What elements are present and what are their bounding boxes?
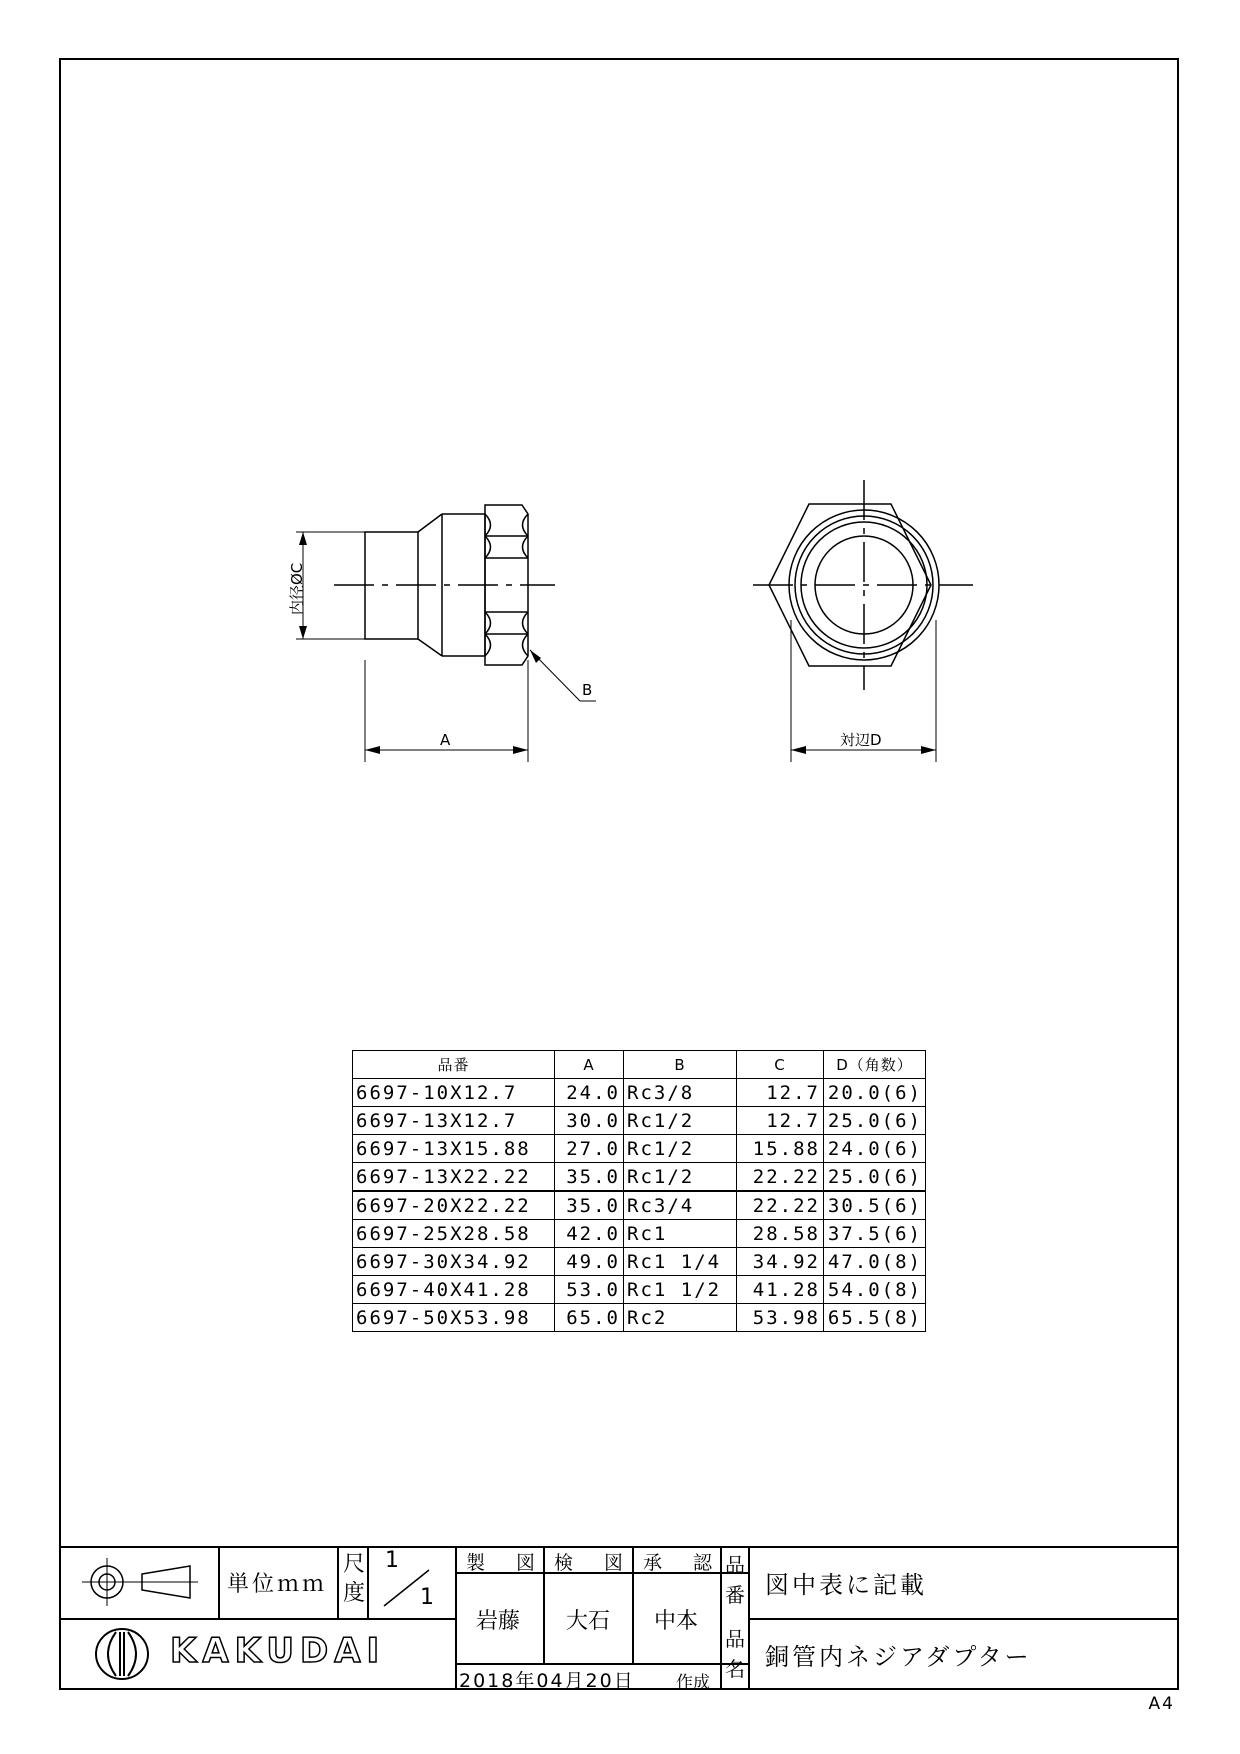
approved-by-label: 承 認 <box>643 1552 719 1574</box>
part-name-value: 銅管内ネジアダプター <box>765 1643 1032 1671</box>
cell-c: 53.98 <box>737 1304 824 1332</box>
table-row <box>353 1163 926 1192</box>
header-d: D（角数） <box>824 1051 926 1079</box>
spec-table <box>352 1050 926 1332</box>
cell-d: 54.0(8) <box>824 1276 926 1304</box>
tb-date-line <box>455 1663 748 1665</box>
table-row <box>353 1248 926 1276</box>
cell-a: 65.0 <box>555 1304 624 1332</box>
cell-c: 12.7 <box>737 1107 824 1135</box>
tb-v2 <box>337 1546 339 1618</box>
cell-part-no: 6697-50X53.98 <box>353 1304 555 1332</box>
part-no-label: 品番 <box>725 1553 745 1607</box>
tb-v8 <box>748 1546 750 1690</box>
header-b: B <box>624 1051 737 1079</box>
cell-d: 37.5(6) <box>824 1220 926 1248</box>
cell-a: 27.0 <box>555 1135 624 1163</box>
front-view <box>753 480 973 762</box>
cell-part-no: 6697-10X12.7 <box>353 1079 555 1107</box>
a-label: A <box>440 731 451 749</box>
inner-diameter-label: 内径ØC <box>288 562 306 615</box>
part-no-value: 図中表に記載 <box>765 1571 927 1599</box>
table-row <box>353 1079 926 1107</box>
scale-label: 尺度 <box>342 1552 365 1606</box>
cell-b: Rc3/4 <box>624 1191 737 1220</box>
cell-c: 22.22 <box>737 1163 824 1192</box>
table-row <box>353 1191 926 1220</box>
tb-mid-line-right <box>748 1618 1179 1620</box>
cell-d: 24.0(6) <box>824 1135 926 1163</box>
d-label: 対辺D <box>840 731 882 749</box>
company-logo-text: KAKUDAI <box>170 1631 386 1671</box>
checked-by-label: 検 図 <box>554 1552 630 1574</box>
cell-part-no: 6697-13X12.7 <box>353 1107 555 1135</box>
cell-c: 15.88 <box>737 1135 824 1163</box>
tb-v1 <box>218 1546 220 1618</box>
cell-c: 28.58 <box>737 1220 824 1248</box>
cell-b: Rc1/2 <box>624 1107 737 1135</box>
cell-a: 49.0 <box>555 1248 624 1276</box>
cell-a: 35.0 <box>555 1163 624 1192</box>
cell-b: Rc1 1/4 <box>624 1248 737 1276</box>
cell-part-no: 6697-30X34.92 <box>353 1248 555 1276</box>
cell-d: 25.0(6) <box>824 1107 926 1135</box>
table-row <box>353 1304 926 1332</box>
table-row <box>353 1107 926 1135</box>
cell-c: 41.28 <box>737 1276 824 1304</box>
tb-v5 <box>543 1546 545 1663</box>
scale-numerator: 1 <box>385 1548 399 1573</box>
cell-part-no: 6697-13X15.88 <box>353 1135 555 1163</box>
table-row <box>353 1220 926 1248</box>
table-header-row <box>353 1051 926 1079</box>
cell-b: Rc1/2 <box>624 1135 737 1163</box>
table-row <box>353 1135 926 1163</box>
cell-a: 42.0 <box>555 1220 624 1248</box>
checked-by-name: 大石 <box>566 1609 611 1634</box>
cell-a: 53.0 <box>555 1276 624 1304</box>
cell-d: 25.0(6) <box>824 1163 926 1192</box>
date-value: 2018年04月20日 <box>459 1670 635 1692</box>
unit-label: 単位ｍｍ <box>227 1572 328 1597</box>
approved-by-name: 中本 <box>654 1609 699 1634</box>
cell-d: 30.5(6) <box>824 1191 926 1220</box>
header-part-no: 品番 <box>353 1051 555 1079</box>
drawn-by-label: 製 図 <box>466 1552 542 1574</box>
side-view <box>296 505 596 762</box>
cell-d: 20.0(6) <box>824 1079 926 1107</box>
scale-denominator: 1 <box>420 1585 434 1610</box>
cell-b: Rc1/2 <box>624 1163 737 1192</box>
drawn-by-name: 岩藤 <box>476 1609 521 1634</box>
cell-a: 35.0 <box>555 1191 624 1220</box>
kakudai-logo-icon <box>90 1626 154 1682</box>
b-label: B <box>582 681 593 699</box>
header-c: C <box>737 1051 824 1079</box>
header-a: A <box>555 1051 624 1079</box>
cell-d: 47.0(8) <box>824 1248 926 1276</box>
created-label: 作成 <box>676 1673 710 1693</box>
scale-slash-icon <box>369 1548 455 1618</box>
cell-part-no: 6697-13X22.22 <box>353 1163 555 1192</box>
tb-mid-line-left <box>59 1618 455 1620</box>
cell-d: 65.5(8) <box>824 1304 926 1332</box>
cell-b: Rc1 1/2 <box>624 1276 737 1304</box>
cell-part-no: 6697-20X22.22 <box>353 1191 555 1220</box>
cell-a: 24.0 <box>555 1079 624 1107</box>
cell-part-no: 6697-25X28.58 <box>353 1220 555 1248</box>
table-row <box>353 1276 926 1304</box>
sheet-size-label: A4 <box>1148 1694 1175 1714</box>
tb-v4 <box>455 1546 457 1690</box>
cell-c: 22.22 <box>737 1191 824 1220</box>
tb-v6 <box>632 1546 634 1663</box>
cell-part-no: 6697-40X41.28 <box>353 1276 555 1304</box>
cell-a: 30.0 <box>555 1107 624 1135</box>
cell-c: 12.7 <box>737 1079 824 1107</box>
cell-b: Rc3/8 <box>624 1079 737 1107</box>
cell-b: Rc2 <box>624 1304 737 1332</box>
cell-b: Rc1 <box>624 1220 737 1248</box>
third-angle-projection-icon <box>80 1556 200 1608</box>
cell-c: 34.92 <box>737 1248 824 1276</box>
part-name-label: 品名 <box>725 1627 745 1681</box>
